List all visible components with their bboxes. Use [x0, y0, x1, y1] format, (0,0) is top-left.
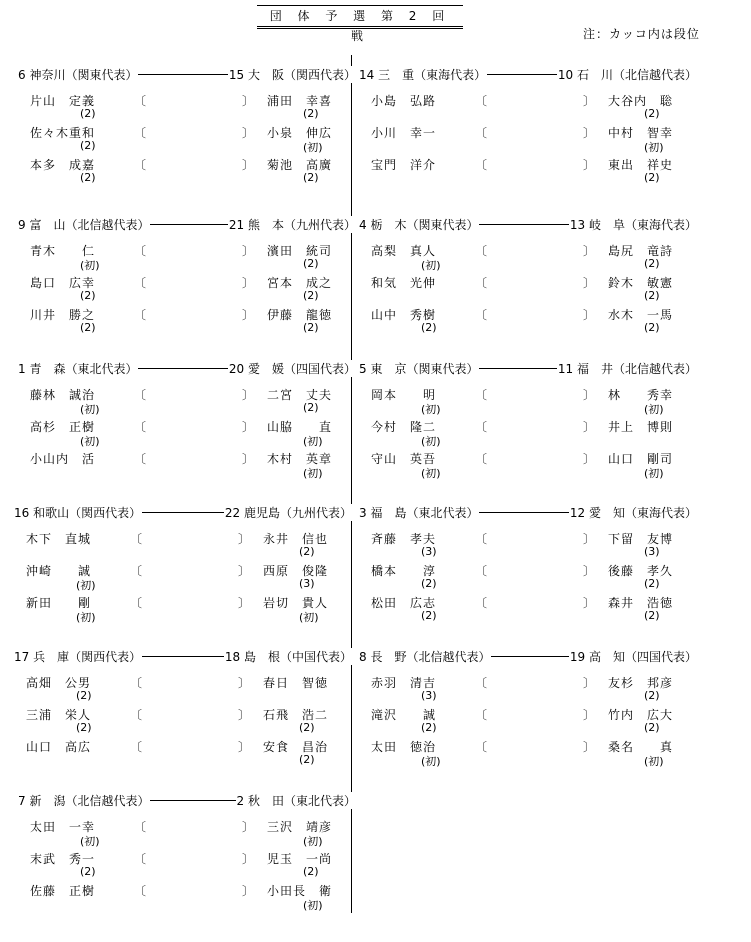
player-left-rank: (2) — [421, 577, 437, 590]
player-left-name: 今村 隆二 — [371, 420, 437, 434]
team-left: 1 青 森（東北代表） — [18, 362, 138, 376]
player-left-name: 佐藤 正樹 — [30, 884, 96, 898]
player-left-rank: (3) — [421, 689, 437, 702]
player-pair — [358, 274, 698, 306]
player-right-name: 伊藤 龍徳 — [267, 308, 333, 322]
player-pair — [13, 562, 353, 594]
player-left-rank: (2) — [421, 609, 437, 622]
close-bracket: 〕 — [583, 532, 596, 546]
player-right-name: 小泉 伸広 — [267, 126, 333, 140]
player-left-rank: (初) — [421, 403, 441, 416]
player-left-rank: (2) — [80, 321, 96, 334]
player-left-name: 高梨 真人 — [371, 244, 437, 258]
open-bracket: 〔 — [134, 126, 147, 140]
player-left-name: 末武 秀一 — [30, 852, 96, 866]
player-right-rank: (初) — [299, 611, 319, 624]
player-right-name: 後藤 孝久 — [608, 564, 674, 578]
match-header — [358, 360, 698, 376]
player-right-rank: (2) — [303, 865, 319, 878]
open-bracket: 〔 — [130, 564, 143, 578]
player-left-name: 小山内 活 — [30, 452, 96, 466]
player-right-name: 宮本 成之 — [267, 276, 333, 290]
player-right-name: 三沢 靖彦 — [267, 820, 333, 834]
team-left: 7 新 潟（北信越代表） — [18, 794, 150, 808]
player-right-rank: (初) — [644, 755, 664, 768]
player-left-name: 守山 英吾 — [371, 452, 437, 466]
player-left-name: 佐々木重和 — [30, 126, 96, 140]
team-right: 12 愛 知（東海代表） — [569, 506, 697, 520]
player-right-name: 林 秀幸 — [608, 388, 674, 402]
match-header — [17, 792, 357, 808]
close-bracket: 〕 — [242, 276, 255, 290]
team-right: 20 愛 媛（四国代表） — [228, 362, 356, 376]
team-right: 11 福 井（北信越代表） — [557, 362, 697, 376]
open-bracket: 〔 — [475, 740, 488, 754]
player-left-name: 松田 広志 — [371, 596, 437, 610]
team-right: 21 熊 本（九州代表） — [228, 218, 356, 232]
player-right-name: 木村 英章 — [267, 452, 333, 466]
player-pair — [13, 530, 353, 562]
player-pair — [13, 594, 353, 626]
open-bracket: 〔 — [134, 276, 147, 290]
match-block — [358, 216, 698, 366]
player-left-name: 高畑 公男 — [26, 676, 92, 690]
player-right-rank: (2) — [303, 321, 319, 334]
match-block — [358, 66, 698, 216]
player-right-name: 濱田 統司 — [267, 244, 333, 258]
player-right-rank: (2) — [644, 689, 660, 702]
close-bracket: 〕 — [238, 596, 251, 610]
team-left: 6 神奈川（関東代表） — [18, 68, 138, 82]
page-title: 団 体 予 選 第 2 回 戦 — [257, 5, 463, 29]
open-bracket: 〔 — [475, 708, 488, 722]
player-right-name: 児玉 一尚 — [267, 852, 333, 866]
player-left-name: 藤林 誠治 — [30, 388, 96, 402]
open-bracket: 〔 — [134, 852, 147, 866]
player-right-rank: (初) — [644, 467, 664, 480]
open-bracket: 〔 — [134, 820, 147, 834]
match-header — [358, 66, 698, 82]
player-right-rank: (初) — [303, 467, 323, 480]
match-block — [17, 216, 357, 366]
team-left: 16 和歌山（関西代表） — [14, 506, 142, 520]
player-left-name: 宝門 洋介 — [371, 158, 437, 172]
team-left: 3 福 島（東北代表） — [359, 506, 479, 520]
player-left-name: 山口 高広 — [26, 740, 92, 754]
open-bracket: 〔 — [475, 308, 488, 322]
player-right-rank: (初) — [303, 899, 323, 912]
match-header — [13, 504, 353, 520]
player-left-name: 太田 徳治 — [371, 740, 437, 754]
match-header — [358, 648, 698, 664]
close-bracket: 〕 — [583, 420, 596, 434]
player-left-name: 橋本 淳 — [371, 564, 437, 578]
player-right-name: 西原 俊隆 — [263, 564, 329, 578]
player-left-name: 岡本 明 — [371, 388, 437, 402]
player-right-name: 浦田 幸喜 — [267, 94, 333, 108]
close-bracket: 〕 — [583, 564, 596, 578]
player-left-rank: (初) — [80, 435, 100, 448]
player-right-rank: (2) — [299, 753, 315, 766]
match-block — [17, 792, 357, 942]
open-bracket: 〔 — [130, 596, 143, 610]
close-bracket: 〕 — [583, 740, 596, 754]
player-left-name: 川井 勝之 — [30, 308, 96, 322]
player-right-rank: (2) — [644, 577, 660, 590]
player-left-rank: (2) — [80, 139, 96, 152]
player-right-name: 森井 浩徳 — [608, 596, 674, 610]
player-right-rank: (初) — [644, 141, 664, 154]
player-right-rank: (2) — [644, 171, 660, 184]
open-bracket: 〔 — [130, 740, 143, 754]
team-left: 9 富 山（北信越代表） — [18, 218, 150, 232]
team-right: 18 島 根（中国代表） — [224, 650, 352, 664]
open-bracket: 〔 — [475, 126, 488, 140]
open-bracket: 〔 — [134, 452, 147, 466]
player-pair — [358, 530, 698, 562]
close-bracket: 〕 — [583, 308, 596, 322]
player-right-rank: (2) — [299, 545, 315, 558]
open-bracket: 〔 — [134, 308, 147, 322]
player-right-name: 水木 一馬 — [608, 308, 674, 322]
player-left-rank: (2) — [80, 865, 96, 878]
team-right: 13 岐 阜（東海代表） — [569, 218, 697, 232]
team-right: 22 鹿児島（九州代表） — [224, 506, 352, 520]
player-left-rank: (初) — [421, 467, 441, 480]
player-left-rank: (初) — [80, 835, 100, 848]
player-left-rank: (2) — [80, 289, 96, 302]
player-pair — [358, 242, 698, 274]
player-left-rank: (2) — [76, 721, 92, 734]
open-bracket: 〔 — [134, 884, 147, 898]
close-bracket: 〕 — [583, 596, 596, 610]
close-bracket: 〕 — [242, 852, 255, 866]
open-bracket: 〔 — [475, 244, 488, 258]
team-left: 4 栃 木（関東代表） — [359, 218, 479, 232]
player-right-rank: (2) — [303, 401, 319, 414]
open-bracket: 〔 — [475, 676, 488, 690]
close-bracket: 〕 — [238, 708, 251, 722]
team-left: 8 長 野（北信越代表） — [359, 650, 491, 664]
player-left-rank: (2) — [80, 171, 96, 184]
player-left-rank: (3) — [421, 545, 437, 558]
player-right-name: 岩切 貴人 — [263, 596, 329, 610]
player-left-name: 斉藤 孝夫 — [371, 532, 437, 546]
match-block — [13, 648, 353, 798]
player-left-rank: (初) — [421, 755, 441, 768]
close-bracket: 〕 — [583, 158, 596, 172]
close-bracket: 〕 — [583, 126, 596, 140]
player-right-name: 竹内 広大 — [608, 708, 674, 722]
open-bracket: 〔 — [134, 94, 147, 108]
player-left-rank: (初) — [421, 435, 441, 448]
player-pair — [358, 594, 698, 626]
player-pair — [17, 850, 357, 882]
player-right-name: 桑名 真 — [608, 740, 674, 754]
match-block — [13, 504, 353, 654]
player-left-name: 片山 定義 — [30, 94, 96, 108]
player-left-name: 三浦 栄人 — [26, 708, 92, 722]
player-right-rank: (初) — [303, 141, 323, 154]
player-right-name: 石飛 浩二 — [263, 708, 329, 722]
close-bracket: 〕 — [242, 820, 255, 834]
close-bracket: 〕 — [238, 532, 251, 546]
player-right-name: 菊池 高廣 — [267, 158, 333, 172]
close-bracket: 〕 — [242, 388, 255, 402]
player-pair — [358, 156, 698, 188]
player-left-name: 太田 一幸 — [30, 820, 96, 834]
open-bracket: 〔 — [475, 94, 488, 108]
close-bracket: 〕 — [242, 158, 255, 172]
open-bracket: 〔 — [134, 388, 147, 402]
player-right-name: 井上 博則 — [608, 420, 674, 434]
player-pair — [17, 882, 357, 914]
match-header — [17, 66, 357, 82]
match-block — [358, 504, 698, 654]
player-left-rank: (初) — [80, 403, 100, 416]
player-right-name: 小田長 衛 — [267, 884, 333, 898]
close-bracket: 〕 — [242, 94, 255, 108]
player-left-name: 山中 秀樹 — [371, 308, 437, 322]
close-bracket: 〕 — [583, 94, 596, 108]
player-right-rank: (2) — [303, 171, 319, 184]
open-bracket: 〔 — [130, 532, 143, 546]
player-right-rank: (2) — [303, 257, 319, 270]
player-pair — [358, 706, 698, 738]
player-right-name: 春日 智徳 — [263, 676, 329, 690]
player-left-rank: (2) — [80, 107, 96, 120]
close-bracket: 〕 — [238, 564, 251, 578]
open-bracket: 〔 — [475, 158, 488, 172]
player-right-rank: (3) — [644, 545, 660, 558]
player-pair — [17, 418, 357, 450]
open-bracket: 〔 — [130, 676, 143, 690]
player-pair — [17, 274, 357, 306]
player-left-rank: (初) — [76, 579, 96, 592]
player-right-name: 東出 祥史 — [608, 158, 674, 172]
match-block — [358, 648, 698, 798]
open-bracket: 〔 — [475, 420, 488, 434]
player-left-name: 滝沢 誠 — [371, 708, 437, 722]
player-left-rank: (初) — [80, 259, 100, 272]
player-right-rank: (2) — [303, 107, 319, 120]
player-left-name: 青木 仁 — [30, 244, 96, 258]
player-pair — [358, 674, 698, 706]
player-left-name: 小島 弘路 — [371, 94, 437, 108]
match-header — [358, 504, 698, 520]
match-header — [13, 648, 353, 664]
open-bracket: 〔 — [475, 532, 488, 546]
player-left-name: 新田 剛 — [26, 596, 92, 610]
player-right-name: 永井 信也 — [263, 532, 329, 546]
player-right-name: 下留 友博 — [608, 532, 674, 546]
player-left-name: 島口 広幸 — [30, 276, 96, 290]
player-right-rank: (2) — [644, 289, 660, 302]
close-bracket: 〕 — [583, 452, 596, 466]
open-bracket: 〔 — [130, 708, 143, 722]
close-bracket: 〕 — [583, 708, 596, 722]
close-bracket: 〕 — [583, 388, 596, 402]
player-left-name: 高杉 正樹 — [30, 420, 96, 434]
close-bracket: 〕 — [242, 244, 255, 258]
player-right-rank: (2) — [644, 609, 660, 622]
player-pair — [13, 706, 353, 738]
match-header — [17, 216, 357, 232]
player-right-rank: (初) — [644, 403, 664, 416]
player-pair — [358, 124, 698, 156]
team-right: 15 大 阪（関西代表） — [228, 68, 356, 82]
close-bracket: 〕 — [242, 884, 255, 898]
player-left-rank: (初) — [421, 259, 441, 272]
team-left: 14 三 重（東海代表） — [359, 68, 487, 82]
player-pair — [17, 124, 357, 156]
close-bracket: 〕 — [242, 420, 255, 434]
match-block — [17, 66, 357, 216]
player-pair — [358, 450, 698, 482]
player-right-rank: (3) — [299, 577, 315, 590]
player-pair — [358, 92, 698, 124]
player-pair — [13, 738, 353, 770]
player-pair — [17, 450, 357, 482]
player-right-name: 鈴木 敏憲 — [608, 276, 674, 290]
player-right-name: 中村 智幸 — [608, 126, 674, 140]
open-bracket: 〔 — [134, 158, 147, 172]
player-left-name: 沖崎 誠 — [26, 564, 92, 578]
player-right-rank: (2) — [644, 257, 660, 270]
player-right-rank: (2) — [644, 321, 660, 334]
close-bracket: 〕 — [583, 676, 596, 690]
rank-note: 注：カッコ内は段位 — [583, 27, 700, 41]
team-right: 10 石 川（北信越代表） — [557, 68, 697, 82]
open-bracket: 〔 — [475, 564, 488, 578]
player-right-name: 島尻 竜詩 — [608, 244, 674, 258]
player-pair — [358, 418, 698, 450]
player-pair — [13, 674, 353, 706]
team-left: 17 兵 庫（関西代表） — [14, 650, 142, 664]
close-bracket: 〕 — [242, 126, 255, 140]
player-left-name: 赤羽 清吉 — [371, 676, 437, 690]
open-bracket: 〔 — [475, 596, 488, 610]
player-left-name: 和気 光伸 — [371, 276, 437, 290]
player-pair — [17, 92, 357, 124]
open-bracket: 〔 — [134, 244, 147, 258]
player-right-rank: (2) — [303, 289, 319, 302]
player-right-name: 山脇 直 — [267, 420, 333, 434]
player-left-name: 本多 成嘉 — [30, 158, 96, 172]
player-pair — [17, 156, 357, 188]
player-left-rank: (2) — [421, 321, 437, 334]
open-bracket: 〔 — [475, 388, 488, 402]
match-block — [17, 360, 357, 510]
close-bracket: 〕 — [242, 308, 255, 322]
open-bracket: 〔 — [475, 452, 488, 466]
player-pair — [358, 306, 698, 338]
player-left-rank: (2) — [76, 689, 92, 702]
player-pair — [17, 818, 357, 850]
player-right-name: 安食 昌治 — [263, 740, 329, 754]
player-left-name: 小川 幸一 — [371, 126, 437, 140]
player-right-name: 二宮 丈夫 — [267, 388, 333, 402]
player-right-name: 友杉 邦彦 — [608, 676, 674, 690]
player-left-rank: (2) — [421, 721, 437, 734]
player-left-name: 木下 直城 — [26, 532, 92, 546]
close-bracket: 〕 — [238, 676, 251, 690]
match-header — [358, 216, 698, 232]
player-pair — [358, 738, 698, 770]
team-right: 2 秋 田（東北代表） — [236, 794, 356, 808]
player-pair — [358, 562, 698, 594]
open-bracket: 〔 — [134, 420, 147, 434]
player-left-rank: (初) — [76, 611, 96, 624]
player-pair — [17, 242, 357, 274]
player-pair — [17, 386, 357, 418]
player-right-name: 山口 剛司 — [608, 452, 674, 466]
match-block — [358, 360, 698, 510]
player-right-rank: (2) — [299, 721, 315, 734]
player-right-name: 大谷内 聡 — [608, 94, 674, 108]
open-bracket: 〔 — [475, 276, 488, 290]
player-pair — [17, 306, 357, 338]
team-right: 19 高 知（四国代表） — [569, 650, 697, 664]
player-right-rank: (初) — [303, 835, 323, 848]
player-right-rank: (2) — [644, 721, 660, 734]
close-bracket: 〕 — [242, 452, 255, 466]
match-header — [17, 360, 357, 376]
team-left: 5 東 京（関東代表） — [359, 362, 479, 376]
player-right-rank: (初) — [303, 435, 323, 448]
close-bracket: 〕 — [583, 276, 596, 290]
close-bracket: 〕 — [238, 740, 251, 754]
player-right-rank: (2) — [644, 107, 660, 120]
player-pair — [358, 386, 698, 418]
close-bracket: 〕 — [583, 244, 596, 258]
